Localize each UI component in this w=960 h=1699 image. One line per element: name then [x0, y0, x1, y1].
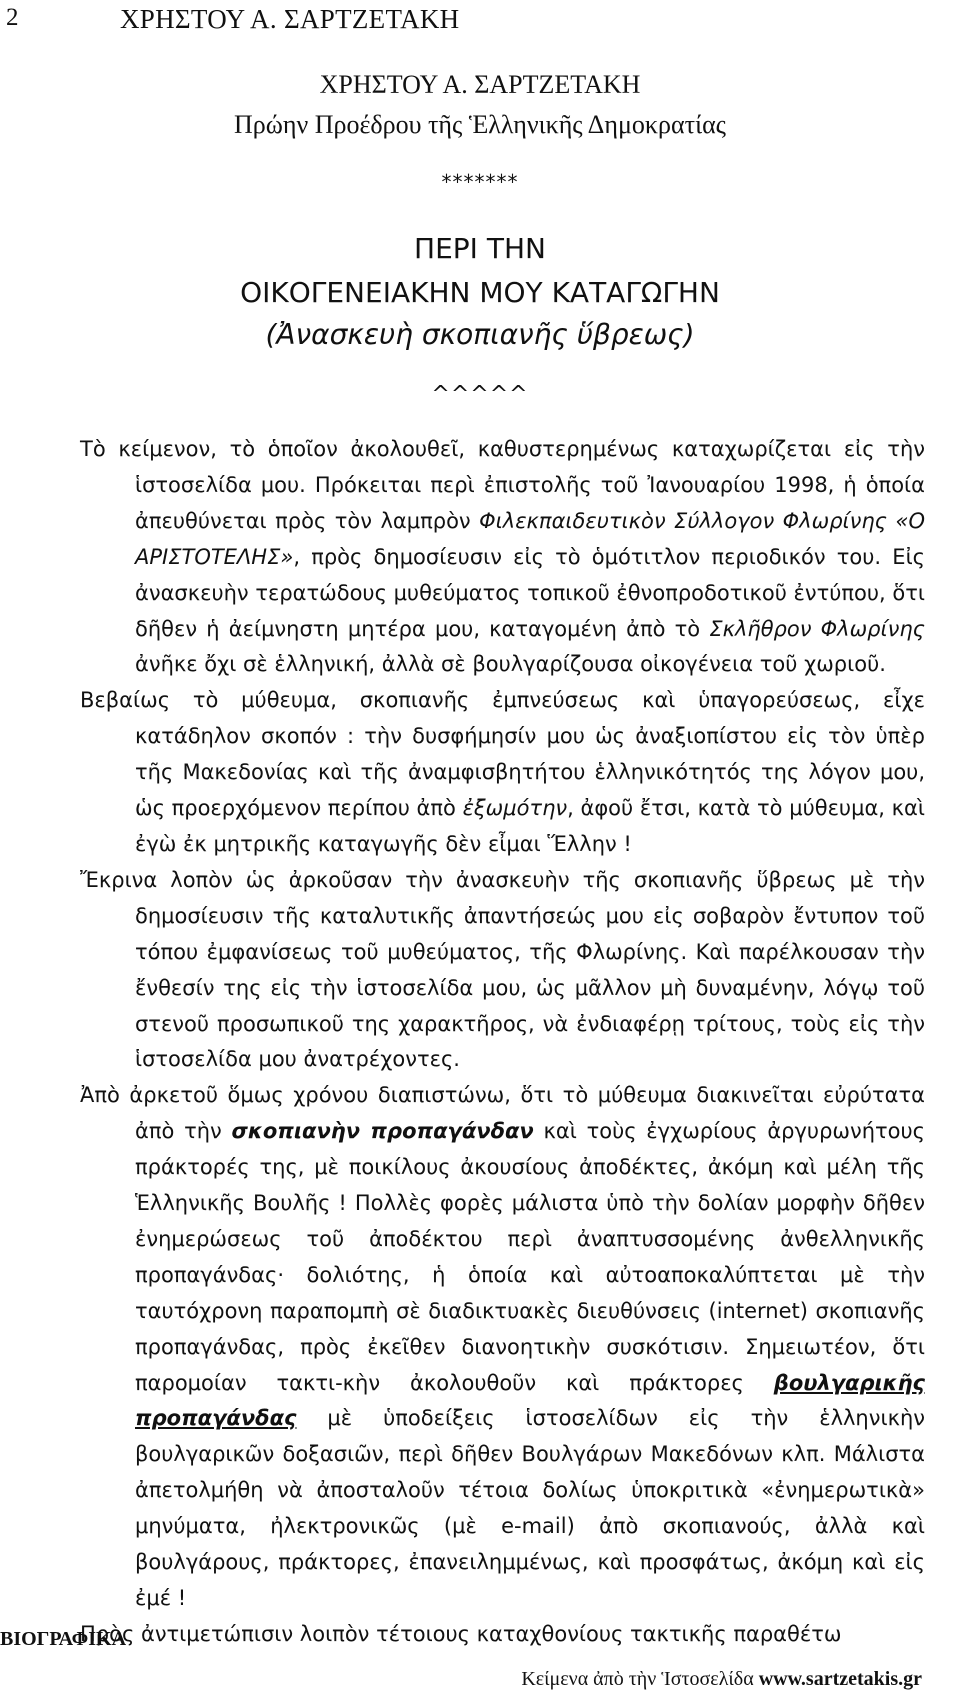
- separator-stars: *******: [441, 170, 519, 194]
- footer-source-prefix: Κείμενα ἀπὸ τὴν Ἱστοσελίδα: [521, 1668, 759, 1690]
- paragraph-4: [80, 1078, 925, 1617]
- p2-text-c: , ἀφοῦ ἔτσι, κατὰ τὸ μύθευμα, καὶ ἐγὼ ἐκ μητρικῆς καταγωγῆς δὲν εἶμαι Ἕλλην !: [135, 796, 925, 856]
- p4-text-e: μὲ ὑποδείξεις ἱστοσελίδων εἰς τὴν ἑλληνικὴν βουλγαρικῶν δοξασιῶν, περὶ δῆθεν Βουλγάρων Μακεδόνων κλπ. Μάλιστα ἀπετολμήθη νὰ ἀποσταλοῦν τέτοια δολίως ὑποκριτικὰ «ἐνημερωτικὰ» μηνύματα, ἠλεκτρονικῶς (μὲ e-mail) ἀπὸ σκοπιανούς, ἀλλὰ καὶ βουλγάρους, πράκτορες, ἐπανειλημμένως, καὶ προσφάτως, ἀκόμη καὶ εἰς ἐμέ !: [135, 1406, 925, 1610]
- paragraph-2: [80, 683, 925, 863]
- paragraph-1: [80, 432, 925, 683]
- p1-village-name: Σκλῆθρον Φλωρίνης: [709, 616, 925, 641]
- p1-text-c: , πρὸς δημοσίευσιν εἰς τὸ ὁμότιτλον περιοδικόν του. Εἰς ἀνασκευὴν τερατώδους μυθεύματος τοπικοῦ ἐθνοπροδοτικοῦ ἐντύπου, ὅτι δῆθεν ἡ ἀείμνηστη μητέρα μου, καταγομένη ἀπὸ τὸ: [135, 544, 925, 641]
- p4-text-a: Ἀπὸ ἀρκετοῦ ὅμως χρόνου διαπιστώνω, ὅτι τὸ μύθευμα διακινεῖται εὐρύτατα ἀπὸ τὴν: [80, 1083, 925, 1144]
- page-number: 2: [6, 4, 19, 31]
- subtitle: (Ἀνασκευὴ σκοπιανῆς ὕβρεως): [265, 318, 695, 351]
- p1-text-e: ἀνῆκε ὄχι σὲ ἑλληνική, ἀλλὰ σὲ βουλγαρίζουσα οἰκογένεια τοῦ χωριοῦ.: [135, 652, 886, 677]
- running-header: ΧΡΗΣΤΟΥ Α. ΣΑΡΤΖΕΤΑΚΗ: [120, 4, 460, 34]
- p2-text-a: Βεβαίως τὸ μύθευμα, σκοπιανῆς ἐμπνεύσεως καὶ ὑπαγορεύσεως, εἶχε κατάδηλον σκοπόν : τὴν δυσφήμησίν μου ὡς ἀναξιοπίστου εἰς τὸν ὑπὲρ τῆς Μακεδονίας καὶ τῆς ἀναμφισβητήτου ἑλληνικότητός της λόγον μου, ὡς προερχόμενον περίπου ἀπὸ: [80, 688, 925, 821]
- paragraph-3: Ἔκρινα λοπὸν ὡς ἀρκοῦσαν τὴν ἀνασκευὴν τῆς σκοπιανῆς ὕβρεως μὲ τὴν δημοσίευσιν τῆς καταλυτικῆς ἀπαντήσεώς μου εἰς σοβαρὸν ἔντυπον τοῦ τόπου ἐμφανίσεως τοῦ μυθεύματος, τῆς Φλωρίνης. Καὶ παρέλκουσαν τὴν ἔνθεσίν της εἰς τὴν ἱστοσελίδα μου, ὡς μᾶλλον μὴ δυναμένην, λόγῳ τοῦ στενοῦ προσωπικοῦ της χαρακτῆρος, νὰ ἐνδιαφέρῃ τρίτους, τοὺς εἰς τὴν ἱστοσελίδα μου ἀνατρέχοντες.: [80, 867, 925, 1072]
- title-line-1: ΠΕΡΙ ΤΗΝ: [414, 232, 546, 265]
- separator-carets: ^^^^^: [431, 382, 529, 407]
- author-role: Πρώην Προέδρου τῆς Ἑλληνικῆς Δημοκρατίας: [234, 110, 726, 139]
- p2-italic-word: ἐξωμότην: [462, 796, 568, 821]
- p4-text-c: καὶ τοὺς ἐγχωρίους ἀργυρωνήτους πράκτορές της, μὲ ποικίλους ἀκουσίους ἀποδέκτες, ἀκόμη καὶ μέλη τῆς Ἑλληνικῆς Βουλῆς ! Πολλὲς φορὲς μάλιστα ὑπὸ τὴν δολίαν μορφὴν δῆθεν ἐνημερώσεως τοῦ ἀποδέκτου περὶ ἀναπτυσσομένης ἀνθελληνικῆς προπαγάνδας· δολιότης, ἡ ὁποία καὶ αὐτοαποκαλύπτεται μὲ τὴν ταυτόχρονη παραπομπὴ σὲ διαδικτυακὲς διευθύνσεις (internet) σκοπιανῆς προπαγάνδας, πρὸς ἐκεῖθεν διανοητικὴν συσκότισιν. Σημειωτέον, ὅτι παρομοίαν τακτι-κὴν ἀκολουθοῦν καὶ πράκτορες: [135, 1119, 925, 1395]
- body-text: [80, 432, 925, 1653]
- p4-emphasis-skopian: σκοπιανὴν προπαγάνδαν: [231, 1119, 534, 1144]
- p1-society-name: Φιλεκπαιδευτικὸν Σύλλογον Φλωρίνης «Ο ΑΡΙΣΤΟΤΕΛΗΣ»: [135, 508, 925, 569]
- title-line-2: ΟΙΚΟΓΕΝΕΙΑΚΗΝ ΜΟΥ ΚΑΤΑΓΩΓΗΝ: [240, 276, 720, 309]
- footer-source: [521, 1668, 922, 1691]
- p1-text-a: Τὸ κείμενον, τὸ ὁποῖον ἀκολουθεῖ, καθυστερημένως καταχωρίζεται εἰς τὴν ἱστοσελίδα μου. Πρόκειται περὶ ἐπιστολῆς τοῦ Ἰανουαρίου 1998, ἡ ὁποία ἀπευθύνεται πρὸς τὸν λαμπρὸν: [80, 437, 925, 533]
- author-name: ΧΡΗΣΤΟΥ Α. ΣΑΡΤΖΕΤΑΚΗ: [319, 70, 641, 99]
- footer-section-label: ΒΙΟΓΡΑΦΙΚΑ: [0, 1628, 127, 1650]
- p4-emphasis-bulgarian: βουλγαρικῆς προπαγάνδας: [135, 1370, 925, 1431]
- footer-website-link[interactable]: www.sartzetakis.gr: [758, 1668, 922, 1690]
- paragraph-5: Πρὸς ἀντιμετώπισιν λοιπὸν τέτοιους καταχθονίους τακτικῆς παραθέτω: [80, 1621, 842, 1646]
